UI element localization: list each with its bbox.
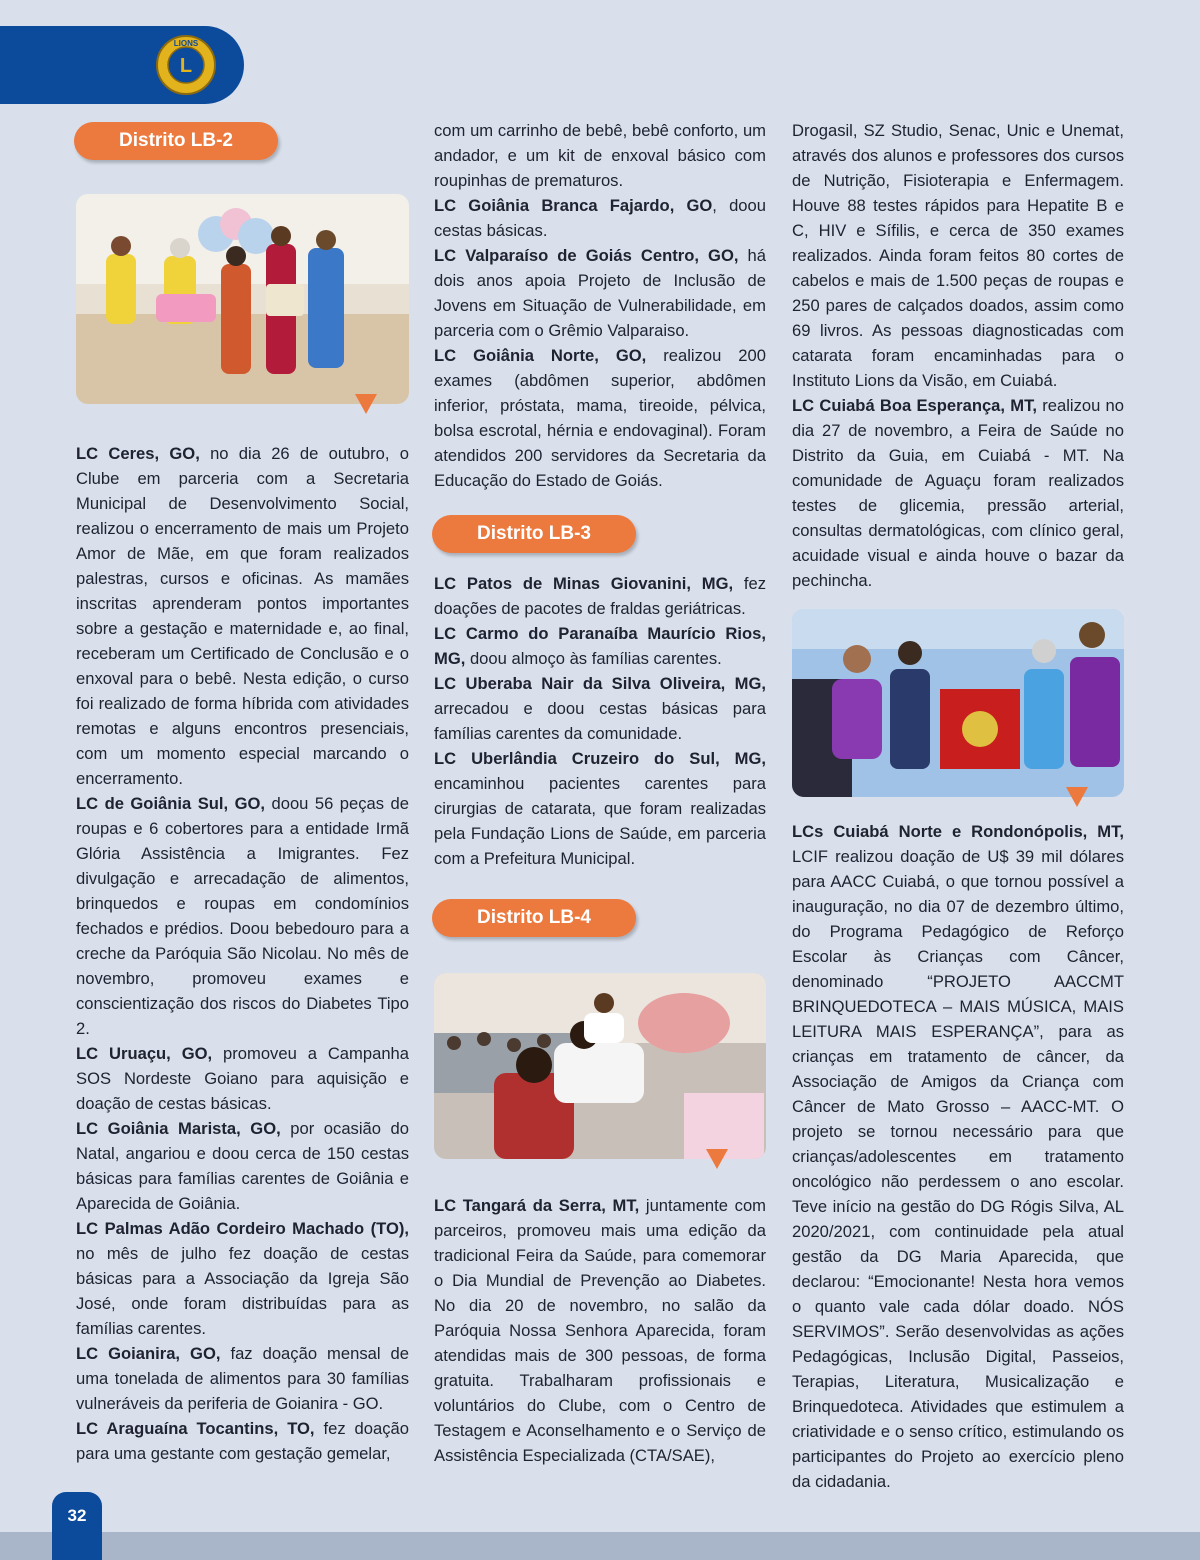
club-name: LC Goiânia Norte, GO, [434, 346, 647, 365]
club-name: LC Uruaçu, GO, [76, 1044, 213, 1063]
article-paragraph [76, 1416, 409, 1466]
paragraph-text: Drogasil, SZ Studio, Senac, Unic e Unemat, através dos alunos e professores dos cursos de Nutrição, Fisioterapia e Enfermagem. Houve 88 testes rápidos para Hepatite B e C, HIV e Sífilis, e cerca de 350 exames realizados. Ainda foram feitos 80 cortes de cabelos e mais de 1.500 peças de roupas e 250 pares de calçados doados, assim como 69 livros. As pessoas diagnosticadas com catarata foram encaminhadas para o Instituto Lions da Visão, em Cuiabá. [792, 121, 1124, 390]
club-name: LC Palmas Adão Cordeiro Machado (TO), [76, 1219, 409, 1238]
article-paragraph [792, 393, 1124, 593]
article-paragraph [434, 571, 766, 621]
club-name: LC Uberaba Nair da Silva Oliveira, MG, [434, 674, 766, 693]
article-paragraph [76, 1116, 409, 1216]
club-name: LC Cuiabá Boa Esperança, MT, [792, 396, 1037, 415]
paragraph-text: fez doação para uma gestante com gestação gemelar, [76, 1419, 409, 1463]
article-paragraph [434, 746, 766, 871]
article-paragraph [792, 819, 1124, 1494]
column-1 [76, 118, 409, 1466]
paragraph-text: arrecadou e doou cestas básicas para famílias carentes da comunidade. [434, 699, 766, 743]
photo-cuiaba [792, 609, 1124, 797]
lions-logo [153, 34, 219, 96]
paragraph-text: com um carrinho de bebê, bebê conforto, um andador, e um kit de enxoval básico com roupinhas de prematuros. [434, 121, 766, 190]
paragraph-text: promoveu a Campanha SOS Nordeste Goiano para aquisição e doação de cestas básicas. [76, 1044, 410, 1113]
paragraph-text: há dois anos apoia Projeto de Inclusão de Jovens em Situação de Vulnerabilidade, em parceria com o Grêmio Valparaiso. [434, 246, 766, 340]
club-name: LC Ceres, GO, [76, 444, 200, 463]
photo-lb4 [434, 973, 766, 1159]
down-marker-icon [1064, 785, 1090, 809]
club-name: LC de Goiânia Sul, GO, [76, 794, 266, 813]
section-title-lb2: Distrito LB-2 [74, 122, 278, 160]
paragraph-text: faz doação mensal de uma tonelada de alimentos para 30 famílias vulneráveis da periferia de Goianira - GO. [76, 1344, 409, 1413]
club-name: LC Goianira, GO, [76, 1344, 221, 1363]
down-marker-icon [704, 1147, 730, 1171]
article-paragraph [792, 118, 1124, 393]
article-paragraph [434, 118, 766, 193]
paragraph-text: realizou no dia 27 de novembro, a Feira de Saúde no Distrito da Guia, em Cuiabá - MT. Na comunidade de Aguaçu foram realizados testes de glicemia, pressão arterial, consultas dermatológicas, com clínico geral, acuidade visual e ainda houve o bazar da pechincha. [792, 396, 1125, 590]
paragraph-text: encaminhou pacientes carentes para cirurgias de catarata, que foram realizadas pela Fundação Lions de Saúde, em parceria com a Prefeitura Municipal. [434, 774, 766, 868]
club-name: LC Tangará da Serra, MT, [434, 1196, 640, 1215]
club-name: LC Goiânia Marista, GO, [76, 1119, 281, 1138]
club-name: LC Araguaína Tocantins, TO, [76, 1419, 315, 1438]
paragraph-text: , doou cestas básicas. [434, 196, 766, 240]
column-2 [434, 118, 766, 1468]
footer-band [0, 1532, 1200, 1560]
club-name: LC Uberlândia Cruzeiro do Sul, MG, [434, 749, 766, 768]
page-number: 32 [52, 1492, 102, 1560]
logo-letter: L [179, 55, 193, 77]
section-title-lb3: Distrito LB-3 [432, 515, 636, 553]
article-paragraph [434, 193, 766, 243]
article-paragraph [76, 791, 409, 1041]
article-paragraph [76, 1041, 409, 1116]
article-paragraph [76, 441, 409, 791]
photo-lb2 [76, 194, 409, 404]
paragraph-text: LCIF realizou doação de U$ 39 mil dólares para AACC Cuiabá, o que tornou possível a inauguração, no dia 07 de dezembro último, do Programa Pedagógico de Reforço Escolar às Crianças com Câncer, denominado “PROJETO AACCMT BRINQUEDOTECA – MAIS MÚSICA, MAIS LEITURA MAIS ESPERANÇA”, para as crianças em tratamento de câncer, da Associação de Amigos da Criança com Câncer de Mato Grosso – AACC-MT. O projeto se tornou necessário para que crianças/adolescentes em tratamento oncológico não perdessem o ano escolar. Teve início na gestão do DG Rógis Silva, AL 2020/2021, com continuidade pela atual gestão da DG Maria Aparecida, que declarou: “Emocionante! Nesta hora vemos o quanto vale cada dólar doado. NÓS SERVIMOS”. Serão desenvolvidas as ações Pedagógicas, Inclusão Digital, Passeios, Terapias, Literatura, Musicalização e Brinquedoteca. Atividades que estimulem a criatividade e o senso crítico, estimulando os participantes do Projeto ao exercício pleno da cidadania. [792, 847, 1124, 1491]
article-paragraph [434, 671, 766, 746]
article-paragraph [434, 243, 766, 343]
club-name: LC Goiânia Branca Fajardo, GO [434, 196, 713, 215]
paragraph-text: no dia 26 de outubro, o Clube em parceria com a Secretaria Municipal de Desenvolvimento Social, realizou o encerramento de mais um Projeto Amor de Mãe, em que foram realizados palestras, cursos e oficinas. As mamães inscritas aprenderam pontos importantes sobre a gestação e maternidade e, ao final, receberam um Certificado de Conclusão e o enxoval para o bebê. Nesta edição, o curso foi realizado de forma híbrida com atividades remotas e alguns encontros presenciais, com um momento especial marcando o encerramento. [76, 444, 409, 788]
paragraph-text: no mês de julho fez doação de cestas básicas para a Associação da Igreja São José, onde foram distribuídas para as famílias carentes. [76, 1244, 409, 1338]
logo-text: LIONS [173, 39, 199, 48]
article-paragraph [434, 1193, 766, 1468]
article-paragraph [76, 1216, 409, 1341]
column-3 [792, 118, 1124, 1494]
paragraph-text: por ocasião do Natal, angariou e doou cerca de 150 cestas básicas para famílias carentes de Goiânia e Aparecida de Goiânia. [76, 1119, 409, 1213]
club-name: LCs Cuiabá Norte e Rondonópolis, MT, [792, 822, 1124, 841]
article-paragraph [76, 1341, 409, 1416]
paragraph-text: doou almoço às famílias carentes. [465, 649, 722, 668]
article-paragraph [434, 621, 766, 671]
club-name: LC Valparaíso de Goiás Centro, GO, [434, 246, 739, 265]
down-marker-icon [353, 392, 379, 416]
club-name: LC Carmo do Paranaíba Maurício Rios, MG, [434, 624, 766, 668]
section-title-lb4: Distrito LB-4 [432, 899, 636, 937]
article-paragraph [434, 343, 766, 493]
paragraph-text: fez doações de pacotes de fraldas geriátricas. [434, 574, 766, 618]
paragraph-text: realizou 200 exames (abdômen superior, abdômen inferior, próstata, mama, tireoide, pélvica, bolsa escrotal, hérnia e endovaginal). Foram atendidos 200 servidores da Secretaria da Educação do Estado de Goiás. [434, 346, 766, 490]
paragraph-text: juntamente com parceiros, promoveu mais uma edição da tradicional Feira da Saúde, para comemorar o Dia Mundial de Prevenção ao Diabetes. No dia 20 de novembro, no salão da Paróquia Nossa Senhora Aparecida, foram atendidas mais de 300 pessoas, de forma gratuita. Trabalharam profissionais e voluntários do Clube, com o Centro de Testagem e Aconselhamento e o Serviço de Assistência Especializada (CTA/SAE), [434, 1196, 767, 1465]
paragraph-text: doou 56 peças de roupas e 6 cobertores para a entidade Irmã Glória Assistência a Imigrantes. Fez divulgação e arrecadação de alimentos, brinquedos e roupas em condomínios fechados e prédios. Doou bebedouro para a creche da Paróquia São Nicolau. No mês de novembro, promoveu exames e conscientização dos riscos do Diabetes Tipo 2. [76, 794, 409, 1038]
club-name: LC Patos de Minas Giovanini, MG, [434, 574, 734, 593]
